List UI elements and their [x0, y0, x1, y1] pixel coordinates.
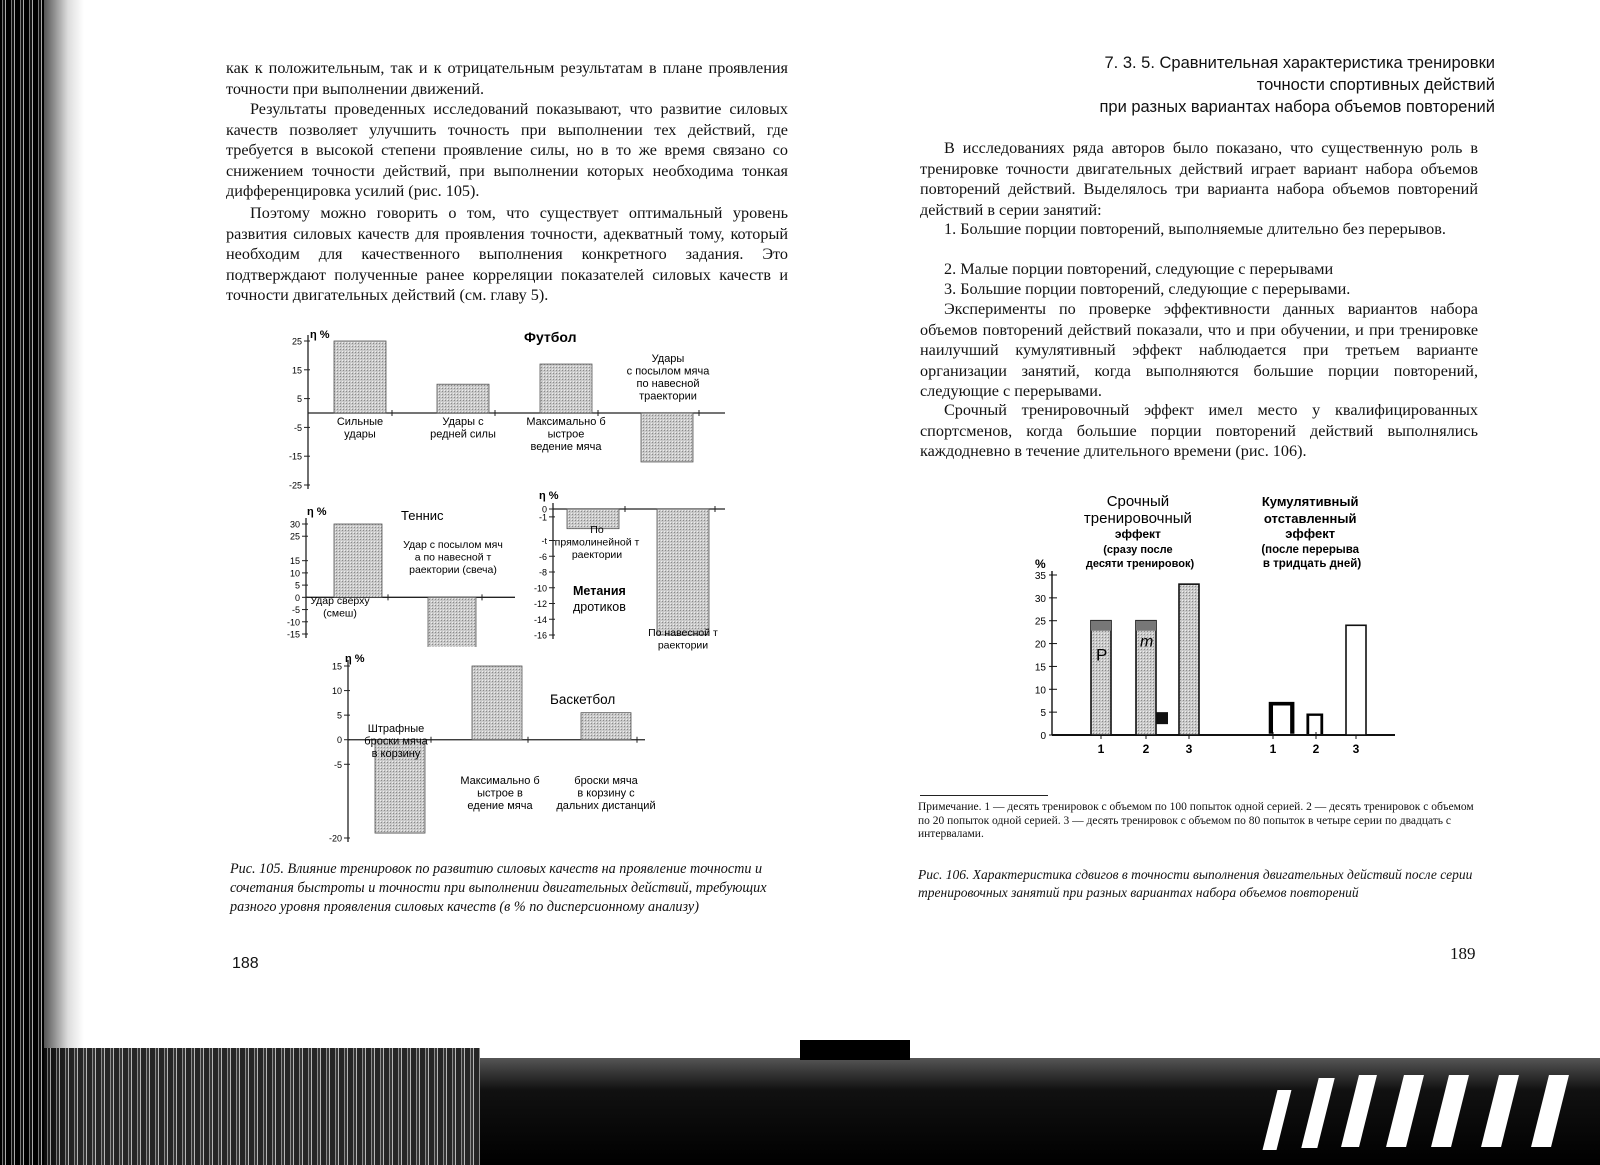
darts-chart: [515, 487, 745, 662]
scan-binding-strip: [0, 0, 44, 1165]
y-tick-label: -10: [286, 617, 300, 628]
chart-title-line-2: дротиков: [573, 600, 626, 614]
y-tick-label: 5: [336, 710, 342, 721]
y-unit-label: %: [1035, 557, 1046, 571]
y-tick-label: 15: [291, 365, 302, 376]
y-tick-label: 0: [294, 592, 300, 603]
right-list-item-3: 3. Большие порции повторений, следующие с перерывами.: [944, 280, 1351, 298]
scan-binding-shadow: [44, 0, 84, 1165]
y-tick-label: 35: [1034, 571, 1046, 582]
category-label: По прямолинейной т раектории: [554, 524, 640, 561]
left-paragraph-1: как к положительным, так и к отрицательным результатам в плане проявления точности при выполнении движений.: [226, 59, 788, 98]
section-heading-line-3: при разных вариантах набора объемов повторений: [1099, 98, 1495, 116]
right-list-item-1: 1. Большие порции повторений, выполняемые длительно без перерывов.: [944, 220, 1446, 238]
note-divider: [920, 795, 1048, 796]
bar: [657, 509, 709, 635]
y-tick-label: 25: [291, 336, 302, 347]
x-tick-label: 3: [1185, 742, 1193, 756]
football-chart: [280, 325, 760, 495]
y-tick-label: 30: [289, 519, 300, 530]
bar: [334, 524, 382, 597]
y-tick-label: -15: [286, 629, 300, 640]
chart-title-line-1: Метания: [573, 584, 626, 598]
category-label: Удар сверху (смеш): [310, 595, 370, 620]
y-tick-label: 15: [331, 661, 342, 672]
chart-title: Теннис: [401, 508, 444, 523]
y-tick-label: -15: [288, 451, 302, 462]
x-tick-label: 2: [1142, 742, 1150, 756]
y-tick-label: -1: [538, 512, 547, 523]
black-square-marker: [1156, 712, 1168, 724]
page-number-left: 188: [232, 955, 259, 972]
bar: [472, 666, 522, 740]
glyph-mark: П: [1304, 708, 1326, 741]
y-tick-label: 10: [1034, 685, 1046, 697]
y-tick-label: 0: [541, 504, 547, 515]
category-label: Удары с редней силы: [430, 416, 496, 441]
x-tick-label: 1: [1269, 742, 1277, 756]
category-label: Удар с посылом мяч а по навесной т раектории (свеча): [403, 539, 503, 576]
group-label-urgent: Срочный тренировочный эффект (сразу после десяти тренировок): [1083, 493, 1195, 570]
bar: [437, 384, 489, 413]
y-tick-label: 30: [1034, 593, 1046, 605]
left-paragraph-2: Результаты проведенных исследований показывают, что развитие силовых качеств позволяет улучшить точность при выполнении тех действий, где требуется в высокой степени проявление силы, но в то же время связано со снижением точности действий, при выполнении которых необходима тонкая дифференцировка усилий (рис. 105).: [226, 100, 788, 201]
bar-mark: P: [1096, 645, 1108, 665]
y-tick-label: -t: [541, 536, 547, 546]
bar-top-shade: [1136, 621, 1156, 631]
y-tick-label: 15: [1034, 662, 1046, 674]
y-tick-label: 15: [289, 556, 300, 567]
right-paragraph-1: В исследованиях ряда авторов было показано, что существенную роль в тренировке точности двигательных действий играет вариант набора объемов повторений действий. Выделялось три варианта набора объемов повторений действий в серии занятий:: [920, 139, 1478, 219]
y-tick-label: 0: [1040, 731, 1046, 742]
y-tick-label: 20: [1034, 639, 1046, 651]
scan-bottom-band-gap: [800, 1040, 910, 1060]
bar: [1179, 584, 1199, 735]
x-tick-label: 1: [1097, 742, 1105, 756]
category-label: Штрафные броски мяча в корзину: [364, 723, 428, 760]
category-label: броски мяча в корзину с дальних дистанций: [556, 775, 656, 812]
chart-title: Футбол: [524, 329, 577, 345]
y-tick-label: 25: [289, 531, 300, 542]
category-label: Удары с посылом мяча по навесной траектории: [626, 353, 710, 403]
group-label-cumulative: Кумулятивный отставленный эффект (после перерыва в тридцать дней): [1261, 494, 1362, 570]
y-tick-label: -5: [293, 422, 302, 433]
y-tick-label: -25: [288, 480, 302, 491]
y-tick-label: -16: [533, 630, 547, 641]
bar: [540, 364, 592, 413]
bar-top-shade: [1091, 621, 1111, 631]
y-tick-label: -20: [328, 833, 342, 844]
bar: [1346, 625, 1366, 735]
bar: [1091, 621, 1111, 735]
section-heading-line-1: 7. 3. 5. Сравнительная характеристика тренировки: [1104, 54, 1495, 72]
figure-106-note: Примечание. 1 — десять тренировок с объемом по 100 попыток одной серией. 2 — десять тренировок с объемом по 20 попыток одной серией. 3 — десять тренировок с объемом по 80 попыток в четыре серии по двадцать с интервалами.: [918, 801, 1474, 840]
y-unit-label: η %: [539, 490, 559, 502]
figure-105-caption: Рис. 105. Влияние тренировок по развитию силовых качеств на проявление точности и сочетания быстроты и точности при выполнении двигательных действий, требующих разного уровня проявления силовых качеств (в % по дисперсионному анализу): [230, 861, 767, 915]
glyph-mark: П: [1265, 692, 1299, 744]
y-unit-label: η %: [310, 329, 330, 341]
training-effect-chart: [1000, 490, 1410, 765]
right-list-item-2: 2. Малые порции повторений, следующие с перерывами: [944, 260, 1334, 278]
y-tick-label: 10: [331, 686, 342, 697]
category-label: Сильные удары: [336, 416, 384, 441]
y-tick-label: -10: [533, 583, 547, 594]
y-unit-label: η %: [345, 653, 365, 665]
y-tick-label: -5: [333, 759, 342, 770]
y-tick-label: -12: [533, 599, 547, 609]
right-paragraph-2: Эксперименты по проверке эффективности данных вариантов набора объемов повторений действий показали, что и при обучении, и при тренировке наилучший кумулятивный эффект наблюдается при третьем варианте организации занятий, когда выполняются большие порции повторений, следующие с перерывами.: [920, 300, 1478, 401]
category-label: По навесной т раектории: [648, 627, 718, 652]
basketball-chart: [300, 648, 700, 848]
y-tick-label: 0: [336, 735, 342, 746]
left-paragraph-3: Поэтому можно говорить о том, что существует оптимальный уровень развития силовых качеств для проявления точности, адекватный тому, который необходим для качественного выполнения конкретного задания. Это подтверждают полученные ранее корреляции показателей силовых качеств и точности двигательных действий (см. главу 5).: [226, 204, 788, 305]
bar: [641, 413, 693, 462]
chart-title: Баскетбол: [550, 692, 616, 707]
page-number-right: 189: [1450, 944, 1476, 963]
tennis-chart: [285, 497, 525, 647]
scan-bottom-band: [480, 1058, 1600, 1165]
right-paragraph-3: Срочный тренировочный эффект имел место у квалифицированных спортсменов, когда большие порции повторений действий выполнялись каждодневно в течение длительного времени (рис. 106).: [920, 401, 1478, 461]
y-tick-label: -14: [533, 614, 547, 625]
section-heading: [1055, 52, 1495, 118]
y-tick-label: -8: [538, 567, 547, 578]
y-tick-label: 5: [294, 580, 300, 591]
y-tick-label: 25: [1034, 616, 1046, 628]
figure-106-caption: Рис. 106. Характеристика сдвигов в точности выполнения двигательных действий после серии тренировочных занятий при разных вариантах набора объемов повторений: [918, 867, 1473, 900]
bar: [428, 597, 476, 647]
y-tick-label: 5: [1040, 708, 1046, 720]
category-label: Максимально б ыстрое в едение мяча: [460, 775, 540, 812]
y-tick-label: -5: [291, 605, 300, 616]
bar-mark: m: [1140, 633, 1154, 651]
section-heading-line-2: точности спортивных действий: [1256, 76, 1495, 94]
chart-title: [573, 584, 629, 614]
y-unit-label: η %: [307, 506, 327, 518]
x-tick-label: 3: [1352, 742, 1360, 756]
bar: [581, 713, 631, 740]
x-tick-label: 2: [1312, 742, 1320, 756]
y-tick-label: 5: [296, 394, 302, 405]
y-tick-label: -6: [538, 551, 547, 562]
category-label: Максимально б ыстрое ведение мяча: [526, 416, 606, 453]
bar: [334, 341, 386, 413]
y-tick-label: 10: [289, 568, 300, 579]
scan-bottom-noise: [0, 1048, 480, 1165]
